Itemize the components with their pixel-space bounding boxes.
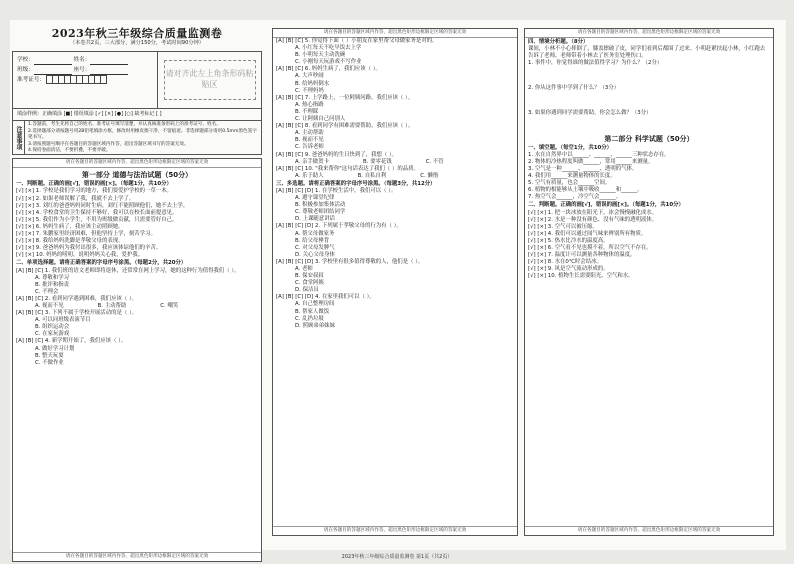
choice-option: A. 亲手做贺卡 [295,158,329,165]
choice-option: A. 老师 [295,266,313,272]
choice-question[interactable]: [A] [B] [C] 4. 新学期开始了，我们应该（ ）。 [16,338,127,345]
choice-option: C. 不做作业 [35,359,64,366]
choice-option: C. 对父母发脾气 [295,244,335,251]
choice-question[interactable]: [A] [B] [C] 8. 看到同学有困难需要帮助，我们应该（ ）。 [276,123,414,130]
fill-question[interactable]: 6. 植物的根能够从土壤中吸收______和______。 [528,187,643,194]
choice-option: B. 要零花钱 [362,158,392,165]
choice-option: C. 尊敬老师团结同学 [295,209,346,216]
fill-question[interactable]: 1. 水在自然界中以______、______、______三种状态存在。 [528,151,670,158]
exam-number-boxes[interactable] [47,75,107,84]
choice-option: A. 帮父母做家务 [295,230,335,237]
choice-option: C. 让阿姨自己问别人 [295,116,346,123]
choice-option: B. 主动帮助 [97,302,127,309]
choice-option: C. 不管 [425,158,444,165]
judge-item[interactable]: [√] [×] 5. 我们作为小学生，不用为班级做贡献，只需要管好自己。 [16,216,178,223]
multi-question[interactable]: [A] [B] [C] [D] 2. 下列属于孝敬父母的行为有（ ）。 [276,223,402,230]
judge-item[interactable]: [√] [×] 9. 爸爸妈妈为我付出很多，我应该体谅他们的辛苦。 [16,245,162,252]
choice-option: D. 上课随意讲话 [295,216,335,223]
answer-column-1 [10,20,264,560]
multi-question[interactable]: [A] [B] [C] [D] 1. 在学校生活中，我们可以（ ）。 [276,187,397,194]
class-field[interactable] [34,68,72,75]
choice-question[interactable]: [A] [B] [C] 10. "我来帮你"这句话表达了我们（ ）的品质。 [276,165,419,172]
judge-item[interactable]: [√] [×] 1. 把一块冰放在阳光下，冰会慢慢融化成水。 [528,209,658,216]
choice-option: B. 帮家人做饭 [295,308,330,315]
choice-option: C. 食堂阿姨 [295,280,324,287]
note-item: 2.选择题部分请按题号用2B铅笔填涂方框，修改时用橡皮擦干净，不留痕迹。非选择题部分请用0.5mm黑色签字笔书写。 [28,128,257,141]
student-info-block [12,51,262,109]
answer-column-2 [272,28,518,536]
choice-question[interactable]: [A] [B] [C] 7. 上学路上，一位阿姨问路，我们应该（ ）。 [276,94,414,101]
choice-option: A. 自己整理房间 [295,301,335,308]
judge-item[interactable]: [√] [×] 4. 学校食堂的卫生保持不够好，我可以在校长面前提意见。 [16,209,178,216]
note-item: 3.请按照题号顺序在各题目的答题区域内作答，超出答题区域书写的答案无效。 [28,141,189,147]
answer-frame-1 [12,158,262,562]
fill-question[interactable]: 2. 物体的冷热程度叫做______，常用______来测量。 [528,158,654,165]
choice-option: A. 视而不见 [35,302,64,309]
exam-title: 2023年秋三年级综合质量监测卷 [51,27,223,40]
case-question: 3. 如果你遇到同学需要帮助，你会怎么做？（3分） [528,110,652,117]
boundary-warning: 请在各题目的答题区域内作答，超出黑色矩形边框限定区域的答案无效 [525,29,773,38]
judge-item[interactable]: [√] [×] 8. 水在0℃时会结冰。 [528,259,602,266]
answer-area[interactable] [525,67,773,85]
name-field[interactable] [90,58,128,65]
choice-question[interactable]: [A] [B] [C] 5. 你觉得下面（ ）小朋友在家里帮父母做家务是对的。 [276,38,438,44]
barcode-sticker-area: 请对齐此左上角条形码粘贴区 [164,60,256,100]
fill-question[interactable]: 5. 空气有质量，也会______空间。 [528,180,611,187]
part2-title: 第二部分 科学试题（50分） [604,134,694,143]
school-label: 学校： [17,57,34,64]
exam-subtitle: （本卷共2页，三大部分，满分150分，考试时间90分钟） [70,40,204,47]
choice-option: A. 尊敬和学习 [35,274,69,281]
choice-option: B. 不理睬 [295,108,319,115]
judge-item[interactable]: [√] [×] 2. 如果老师误解了我，我就不去上学了。 [16,195,135,202]
judge-item[interactable]: [√] [×] 6. 妈妈生病了，我应该主动照顾她。 [16,223,124,230]
choice-option: B. 小明每天主动洗碗 [295,52,346,59]
judge-item[interactable]: [√] [×] 9. 风是空气流动形成的。 [528,266,609,273]
note-item: 1.答题前，考生先将自己的姓名、准考证号填写清楚，并认真核准条形码上的准考证号、姓名。 [28,122,221,128]
section-multi-title: 三、多选题。请将正确答案的字母序号涂黑。（每题3分，共12分） [276,180,436,187]
judge-item[interactable]: [√] [×] 3. 空气可以被压缩。 [528,223,598,230]
case-question: 1. 事件中，你觉得谁的做法值得学习？为什么？（2分） [528,60,663,67]
section-sci-judge-title: 二、判断题。正确的画[√]，错误的画[×]。（每题1分，共10分） [528,202,684,209]
part1-title: 第一部分 道德与法治试题（50分） [81,171,193,180]
choice-option: A. 大声吵闹 [295,73,324,80]
judge-item[interactable]: [√] [×] 7. 温度计可以测量各种物体的温度。 [528,252,636,259]
boundary-warning: 请在各题目的答题区域内作答，超出黑色矩形边框限定区域的答案无效 [273,29,517,38]
multi-question[interactable]: [A] [B] [C] [D] 4. 在家里我们可以（ ）。 [276,294,375,301]
choice-option: B. 整天玩耍 [35,352,64,359]
choice-option: B. 自私自利 [357,172,387,179]
judge-item[interactable]: [√] [×] 2. 水是一种没有颜色、没有气味的透明液体。 [528,216,658,223]
fill-example: 填涂样例：正确填涂 [■] 错误填涂 [✓] [×] [●] [○] 缺考标记 [ ] [12,109,262,121]
fill-question[interactable]: 3. 空气是一种______、______、透明的气体。 [528,165,638,172]
choice-option: B. 积极参加集体活动 [295,202,346,209]
judge-item[interactable]: [√] [×] 5. 热水比冷水的温度高。 [528,237,609,244]
choice-option: C. 懒惰 [420,172,439,179]
choice-option: A. 做好学习计划 [35,345,75,352]
choice-option: B. 给妈妈倒水 [295,80,330,87]
choice-option: B. 批评和指责 [35,281,70,288]
choice-option: C. 不理妈妈 [295,87,324,94]
choice-option: B. 视而不见 [295,137,324,144]
multi-question[interactable]: [A] [B] [C] [D] 3. 学校里有很多值得尊敬的人，他们是（ ）。 [276,258,424,265]
answer-area[interactable] [525,92,773,110]
case-question: 2. 你从这件事中学到了什么？（3分） [528,85,620,92]
choice-option: C. 告诉老师 [295,144,324,151]
choice-option: A. 可以同班级表演节目 [35,317,91,324]
choice-question[interactable]: [A] [B] [C] 3. 下列不属于学校开展活动的是（ ）。 [16,310,138,317]
seat-field[interactable] [90,68,128,75]
choice-option: A. 乐于助人 [295,172,324,179]
name-label: 姓名： [73,57,91,64]
judge-item[interactable]: [√] [×] 4. 我们可以通过闻气味来辨别所有物质。 [528,230,647,237]
page-footer: 2023年秋三年级综合质量监测卷 第1页（共2页） [341,554,453,560]
section-judge-title: 一、判断题。正确的画[√]，错误的画[×]。（每题1分，共10分） [16,181,172,188]
notes-title: 注意事项 [13,121,25,154]
judge-item[interactable]: [√] [×] 8. 我给妈妈洗脚是孝敬父母的表现。 [16,238,124,245]
choice-option: B. 组织运动会 [35,324,70,331]
choice-option: B. 保安叔叔 [295,273,324,280]
choice-question[interactable]: [A] [B] [C] 2. 看到同学遇到困难，我们应该（ ）。 [16,295,138,302]
choice-question[interactable]: [A] [B] [C] 9. 爸爸妈妈的生日快到了，我想（ ）。 [276,151,398,158]
choice-option: D. 照顾弟弟妹妹 [295,322,335,329]
boundary-warning: 请在各题目的答题区域内作答，超出黑色矩形边框限定区域的答案无效 [525,526,773,535]
choice-option: A. 小红每天不吃早饭去上学 [295,45,362,52]
choice-option: B. 给父母捶背 [295,237,330,244]
school-field[interactable] [34,58,72,65]
judge-item[interactable]: [√] [×] 10. 植物生长需要阳光、空气和水。 [528,273,634,280]
seat-label: 座号： [73,67,91,74]
section-choice-title: 二、单项选择题。请将正确答案的字母序号涂黑。（每题2分，共20分） [16,260,187,267]
boundary-warning: 请在各题目的答题区域内作答，超出黑色矩形边框限定区域的答案无效 [13,552,261,561]
section-fill-title: 一、填空题。（每空1分，共10分） [528,144,613,151]
choice-option: A. 遵守课堂纪律 [295,195,335,202]
choice-question[interactable]: [A] [B] [C] 6. 妈妈生病了，我们应该（ ）。 [276,66,381,73]
case-text: 课间，小林不小心摔倒了，膝盖擦破了皮，同学们看到后都围了过来。小明赶紧扶起小林，小红跑去告诉了老师，老师带着小林去了医务室处理伤口。 [528,46,766,60]
judge-item[interactable]: [√] [×] 1. 学校是我们学习的地方，我们要爱护学校的一草一木。 [16,188,173,195]
choice-question[interactable]: [A] [B] [C] 1. 我们班的语文老师即将退休，还常常在网上学习，她的这种行为值得我们（ ）。 [16,267,240,274]
choice-option: C. 嘲笑 [160,302,179,309]
boundary-warning: 请在各题目的答题区域内作答，超出黑色矩形边框限定区域的答案无效 [273,526,517,535]
exam-no-label: 准考证号： [17,77,45,84]
choice-option: D. 关心父母身体 [295,251,335,258]
choice-option: C. 不理会 [35,288,59,295]
judge-item[interactable]: [√] [×] 3. 刘红的爸爸妈妈同时生病，刘红不能照顾他们，她不去上学。 [16,202,189,209]
choice-option: C. 乱扔垃圾 [295,315,324,322]
judge-item[interactable]: [√] [×] 7. 朱鹏家里经济困难，但他坚持上学，刻苦学习。 [16,231,156,238]
judge-item[interactable]: [√] [×] 10. 妈妈的唠叨，说明妈妈关心我，爱护我。 [16,252,144,259]
choice-option: D. 保洁员 [295,287,319,294]
section-case-title: 四、情境分析题。（8分） [528,39,589,45]
notes-box [12,121,262,155]
fill-question[interactable]: 4. 我们用______来测量物体的长度。 [528,173,616,180]
note-item: 4.保持卷面清洁，不要折叠，不要弄破。 [28,148,111,154]
class-label: 班级： [17,67,34,74]
fill-question[interactable]: 7. 热空气会______，冷空气会______。 [528,194,622,201]
answer-column-3 [524,28,774,536]
choice-option: A. 主动帮助 [295,130,324,137]
choice-option: A. 热心指路 [295,101,324,108]
answer-area[interactable] [525,118,773,132]
boundary-warning: 请在各题目的答题区域内作答，超出黑色矩形边框限定区域的答案无效 [13,159,261,168]
judge-item[interactable]: [√] [×] 6. 空气看不见也摸不着，所以空气不存在。 [528,244,652,251]
choice-option: C. 小刚每天玩游戏不写作业 [295,59,362,66]
choice-option: C. 在家玩游戏 [35,331,70,338]
